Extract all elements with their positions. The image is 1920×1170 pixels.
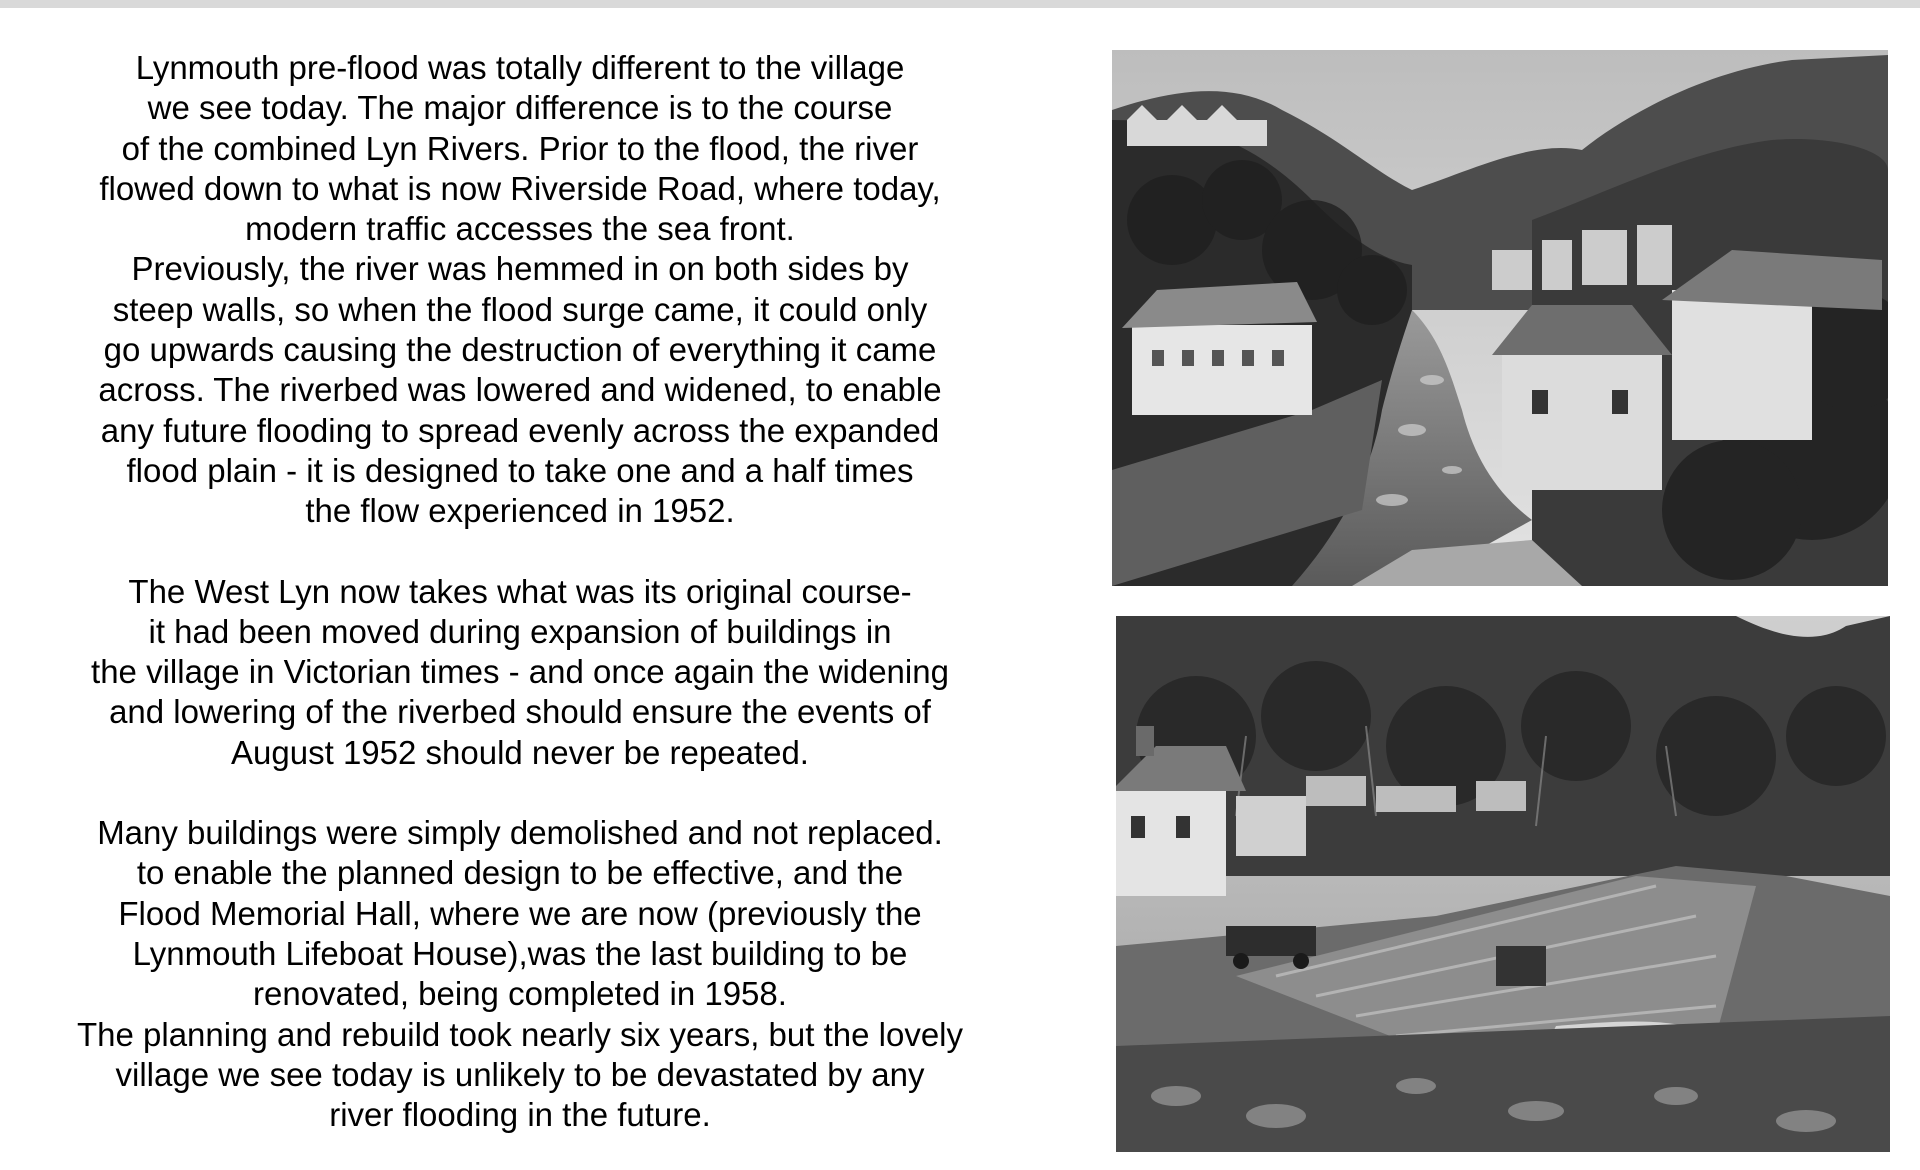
riverbed-construction-image xyxy=(1116,616,1890,1152)
text-line: of the combined Lyn Rivers. Prior to the flood, the river xyxy=(121,129,919,167)
text-line: August 1952 should never be repeated. xyxy=(231,733,809,771)
text-line: Flood Memorial Hall, where we are now (previously the xyxy=(118,894,922,932)
text-line: village we see today is unlikely to be devastated by any xyxy=(115,1055,925,1093)
riverbed-construction-photo xyxy=(1116,616,1890,1152)
pre-flood-village-image xyxy=(1112,50,1888,586)
text-line: flowed down to what is now Riverside Road, where today, xyxy=(99,169,941,207)
text-line: Lynmouth Lifeboat House),was the last building to be xyxy=(132,934,908,972)
text-line: river flooding in the future. xyxy=(329,1096,711,1134)
paragraph-west-lyn xyxy=(20,572,1020,773)
text-line: to enable the planned design to be effective, and the xyxy=(136,854,904,892)
pre-flood-village-photo xyxy=(1112,50,1888,586)
text-line: The planning and rebuild took nearly six years, but the lovely xyxy=(76,1015,964,1053)
text-line: flood plain - it is designed to take one and a half times xyxy=(126,451,914,489)
text-line: The West Lyn now takes what was its original course- xyxy=(128,572,912,610)
paragraph-pre-flood xyxy=(20,48,1020,532)
text-line: the village in Victorian times - and once again the widening xyxy=(91,653,949,691)
text-line: steep walls, so when the flood surge came, it could only xyxy=(112,290,928,328)
text-line: across. The riverbed was lowered and widened, to enable xyxy=(98,371,942,409)
text-line: any future flooding to spread evenly across the expanded xyxy=(100,411,940,449)
text-line: and lowering of the riverbed should ensure the events of xyxy=(109,693,931,731)
text-line: renovated, being completed in 1958. xyxy=(253,975,787,1013)
text-line: it had been moved during expansion of buildings in xyxy=(148,612,892,650)
text-line: the flow experienced in 1952. xyxy=(305,492,735,530)
text-line: Many buildings were simply demolished and not replaced. xyxy=(97,814,943,852)
text-panel xyxy=(20,48,1020,1135)
text-line: Lynmouth pre-flood was totally different to the village xyxy=(135,49,905,86)
text-line: Previously, the river was hemmed in on both sides by xyxy=(131,250,909,288)
text-line: modern traffic accesses the sea front. xyxy=(245,210,795,248)
text-line: go upwards causing the destruction of everything it came xyxy=(103,331,937,369)
text-line: we see today. The major difference is to the course xyxy=(147,89,893,127)
paragraph-rebuild xyxy=(20,813,1020,1135)
